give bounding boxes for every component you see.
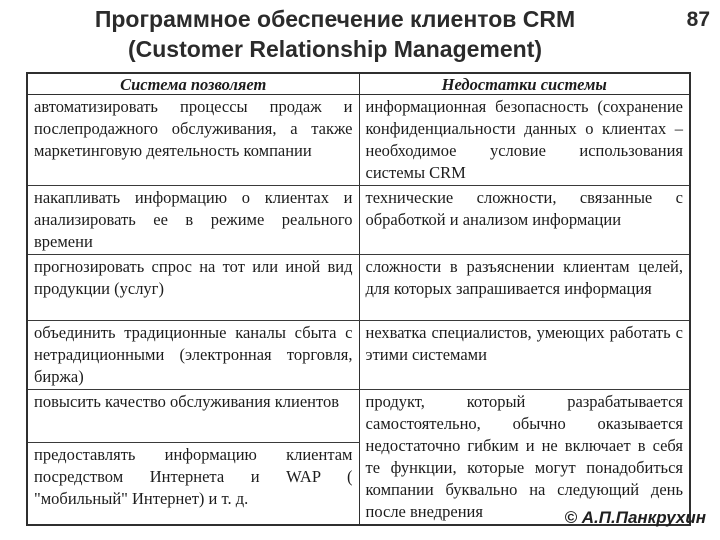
allows-cell: прогнозировать спрос на тот или иной вид продукции (услуг) — [27, 255, 359, 321]
drawback-cell: продукт, который разрабатывается самостоятельно, обычно оказывается недостаточно гибким и не включает в себя те функции, которые могут понадобиться компании буквально на следующий день после внедрения — [359, 390, 690, 526]
table-row — [27, 321, 690, 390]
allows-cell: предоставлять информацию клиентам посредством Интернета и WAP ( "мобильный" Интернет) и т. д. — [27, 443, 359, 525]
slide-title-line2: (Customer Relationship Management) — [127, 36, 543, 62]
allows-cell: накапливать информацию о клиентах и анализировать ее в режиме реального времени — [27, 186, 359, 255]
allows-cell: автоматизировать процессы продаж и послепродажного обслуживания, а также маркетинговую деятельность компании — [27, 95, 359, 186]
slide-title-line1: Программное обеспечение клиентов CRM — [94, 6, 576, 32]
drawback-cell: информационная безопасность (сохранение конфиденциальности данных о клиентах – необходимое условие использования системы CRM — [359, 95, 690, 186]
drawback-cell: технические сложности, связанные с обработкой и анализом информации — [359, 186, 690, 255]
allows-cell: объединить традиционные каналы сбыта с нетрадиционными (электронная торговля, биржа) — [27, 321, 359, 390]
table-row — [27, 186, 690, 255]
allows-cell: повысить качество обслуживания клиентов — [27, 390, 359, 443]
drawback-cell: сложности в разъяснении клиентам целей, для которых запрашивается информация — [359, 255, 690, 321]
header-system-allows: Система позволяет — [27, 73, 359, 95]
drawback-cell: нехватка специалистов, умеющих работать с этими системами — [359, 321, 690, 390]
table-row — [27, 95, 690, 186]
header-system-drawbacks: Недостатки системы — [359, 73, 690, 95]
table-header-row — [27, 73, 690, 95]
page-number: 87 — [686, 8, 710, 31]
table-row — [27, 390, 690, 443]
copyright-text: © А.П.Панкрухин — [564, 508, 706, 527]
slide-title — [20, 4, 650, 64]
table-row — [27, 255, 690, 321]
comparison-table — [26, 72, 691, 526]
